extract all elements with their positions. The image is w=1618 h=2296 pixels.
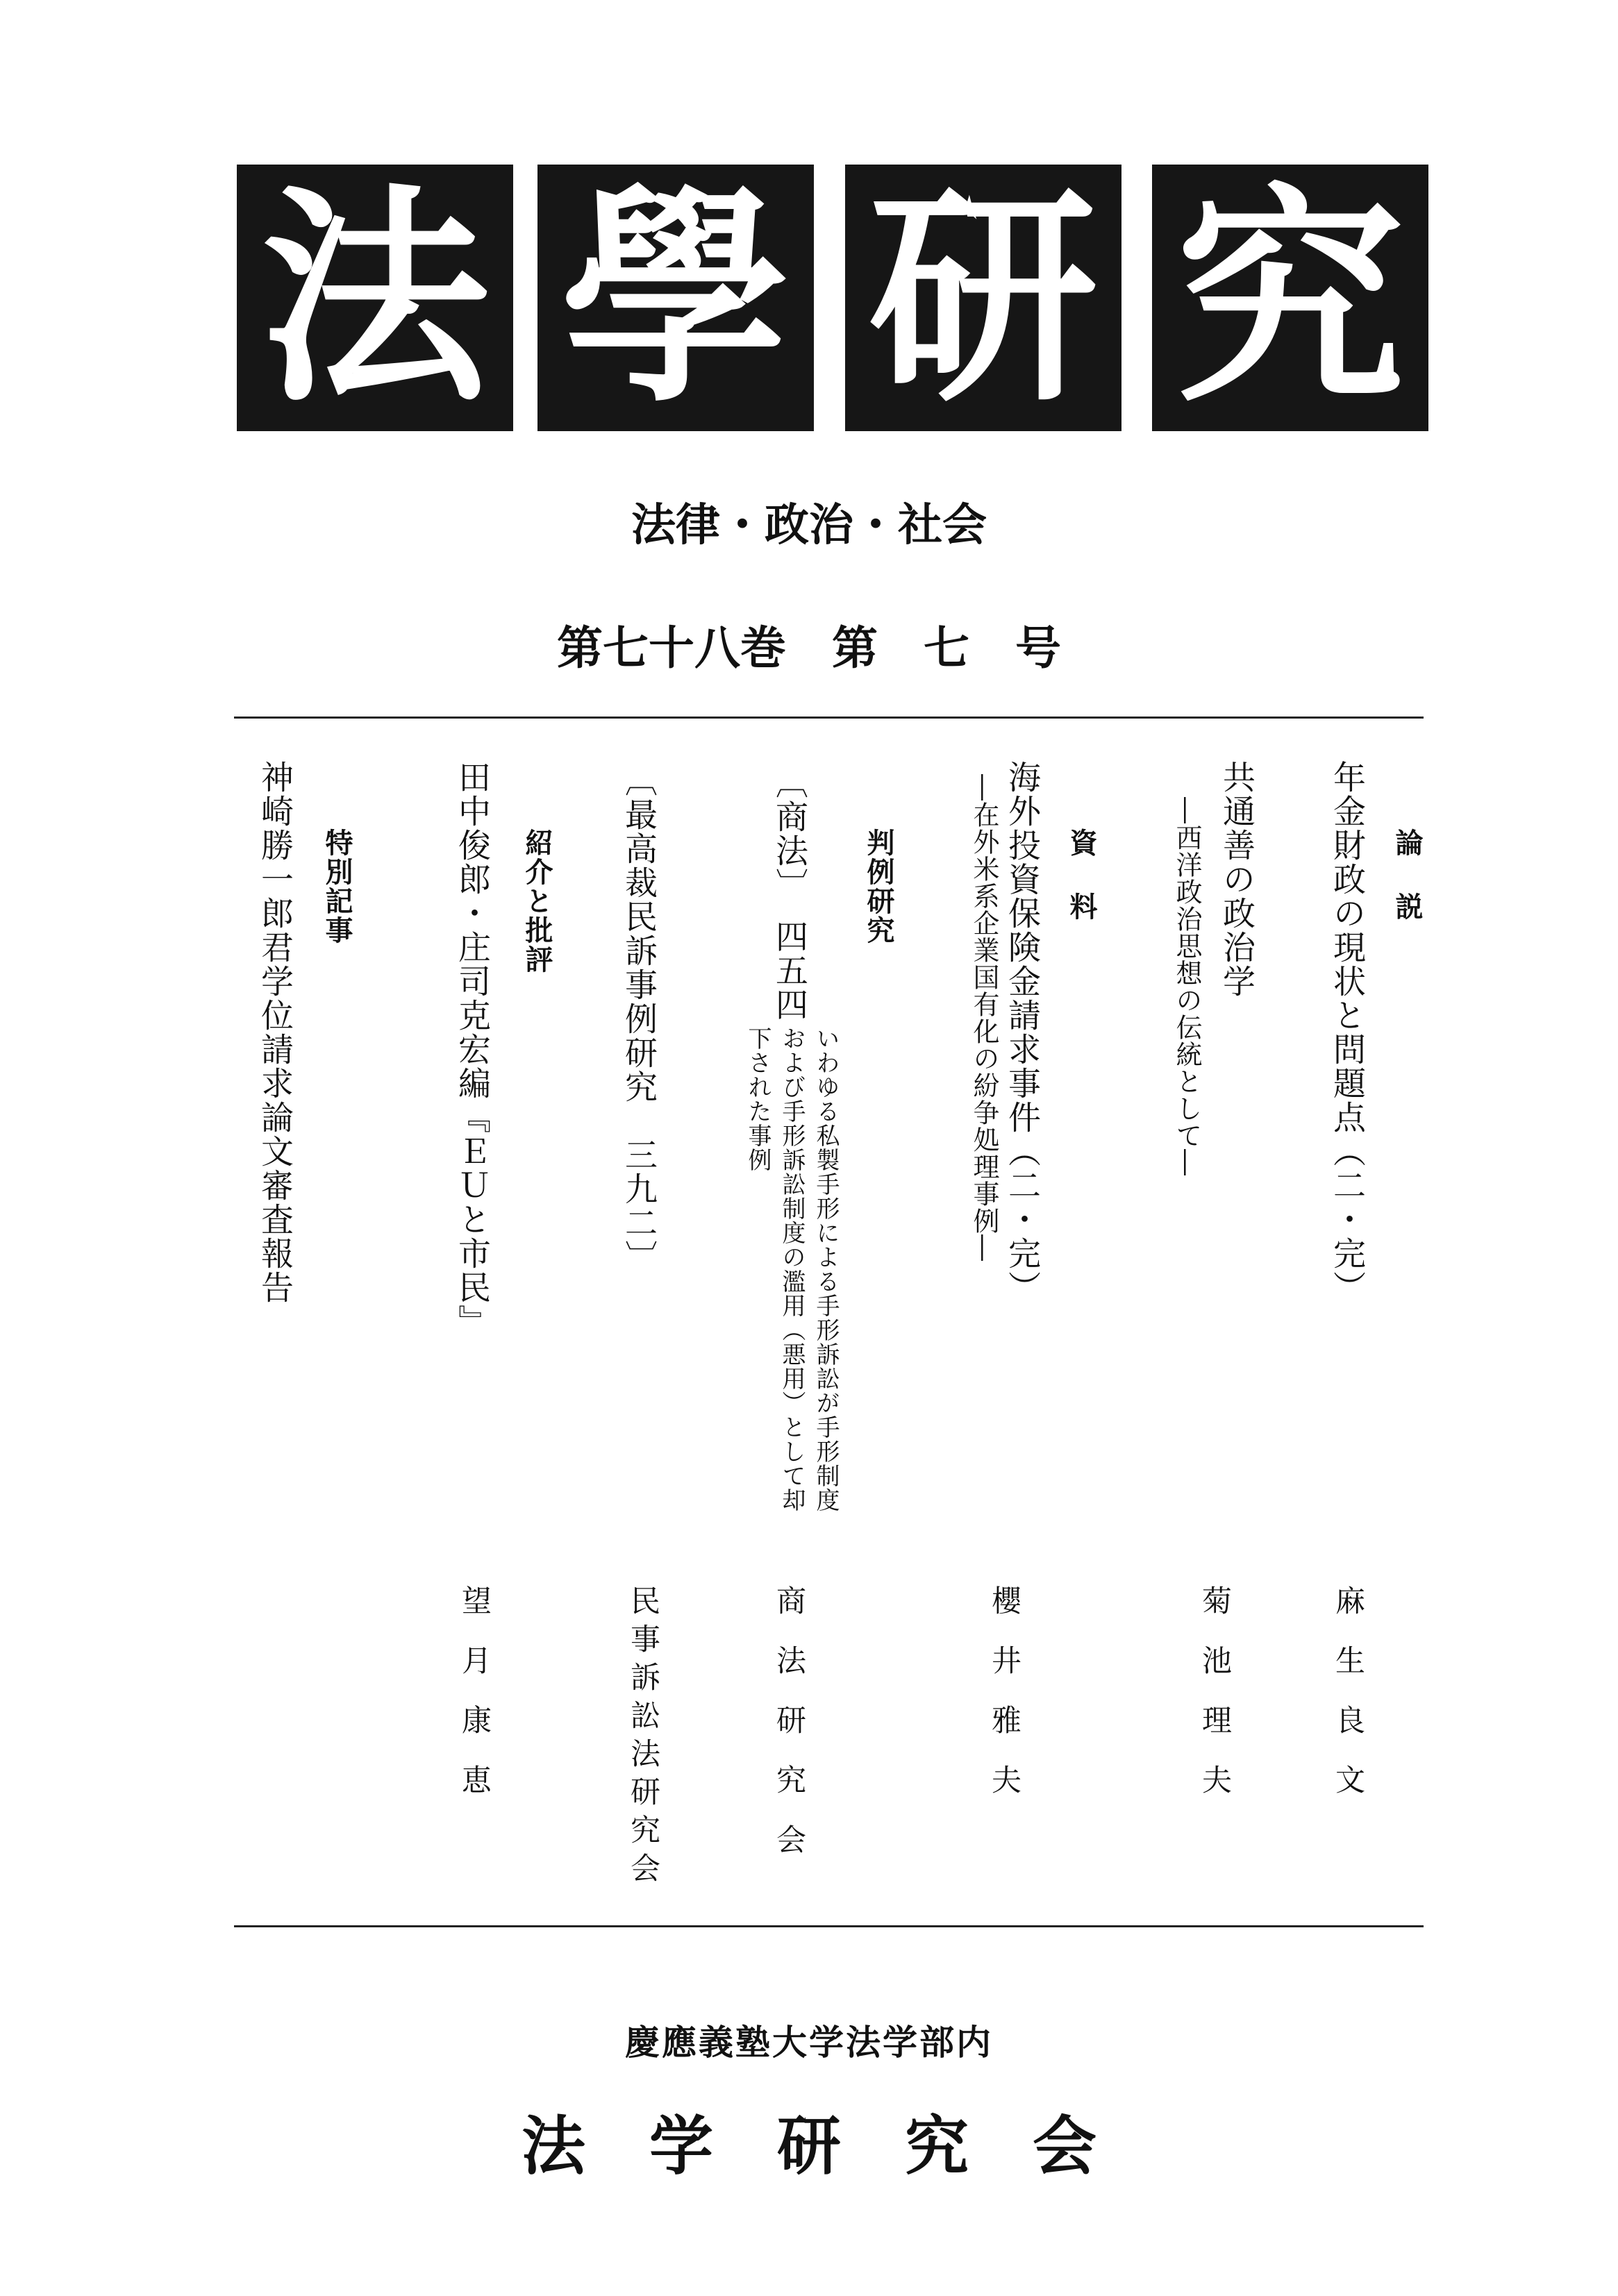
section-ronsetsu: 論 説	[1391, 828, 1423, 924]
title-char-1: 法	[260, 163, 490, 433]
article-1-title: 年金財政の現状と問題点（二・完）	[1328, 760, 1366, 1305]
subtitle: 法律・政治・社会	[631, 500, 987, 551]
title-char-box-4	[1152, 165, 1428, 431]
article-4-desc-1: いわゆる私製手形による手形訴訟が手形制度	[812, 1026, 840, 1512]
article-3-subtitle: ―在外米系企業国有化の紛争処理事例―	[969, 774, 999, 1262]
article-2-author: 菊 池 理 夫	[1197, 1585, 1232, 1794]
article-6-title: 田中俊郎・庄司克宏編『ＥＵと市民』	[453, 760, 491, 1339]
article-6-author: 望 月 康 恵	[457, 1585, 492, 1794]
article-2-subtitle: ―西洋政治思想の伝統として―	[1171, 797, 1202, 1176]
title-char-4: 究	[1176, 163, 1405, 433]
bottom-divider	[234, 1925, 1424, 1927]
publisher-affiliation: 慶應義塾大学法学部内	[625, 2022, 993, 2063]
article-7-title: 神崎勝一郎君学位請求論文審査報告	[256, 760, 294, 1305]
article-4-title: 〔商法〕 四五四	[770, 766, 808, 1022]
article-4-desc-3: 下された事例	[744, 1026, 772, 1172]
article-3-title: 海外投資保険金請求事件（二・完）	[1003, 760, 1041, 1305]
title-char-3: 研	[869, 163, 1098, 433]
article-5-author: 民事訴訟法研究会	[626, 1585, 660, 1891]
article-3-author: 櫻 井 雅 夫	[987, 1585, 1021, 1794]
title-char-box-1	[237, 165, 513, 431]
section-hanrei: 判例研究	[862, 828, 894, 945]
publisher-name: 法 学 研 究 会	[521, 2109, 1096, 2184]
section-shokai: 紹介と批評	[521, 828, 553, 974]
title-char-box-2	[537, 165, 814, 431]
title-char-box-3	[845, 165, 1121, 431]
article-5-title: 〔最高裁民訴事例研究 三九二〕	[619, 764, 658, 1274]
top-divider	[234, 717, 1424, 719]
section-shiryo: 資 料	[1065, 828, 1097, 924]
article-4-desc-2: および手形訴訟制度の濫用（悪用）として却	[778, 1026, 806, 1512]
article-4-author: 商 法 研 究 会	[772, 1585, 806, 1854]
article-2-title: 共通善の政治学	[1217, 760, 1256, 998]
volume-issue: 第七十八巻 第 七 号	[557, 621, 1061, 675]
title-char-2: 學	[561, 163, 790, 433]
section-tokubetsu: 特別記事	[321, 828, 353, 945]
article-1-author: 麻 生 良 文	[1331, 1585, 1365, 1794]
